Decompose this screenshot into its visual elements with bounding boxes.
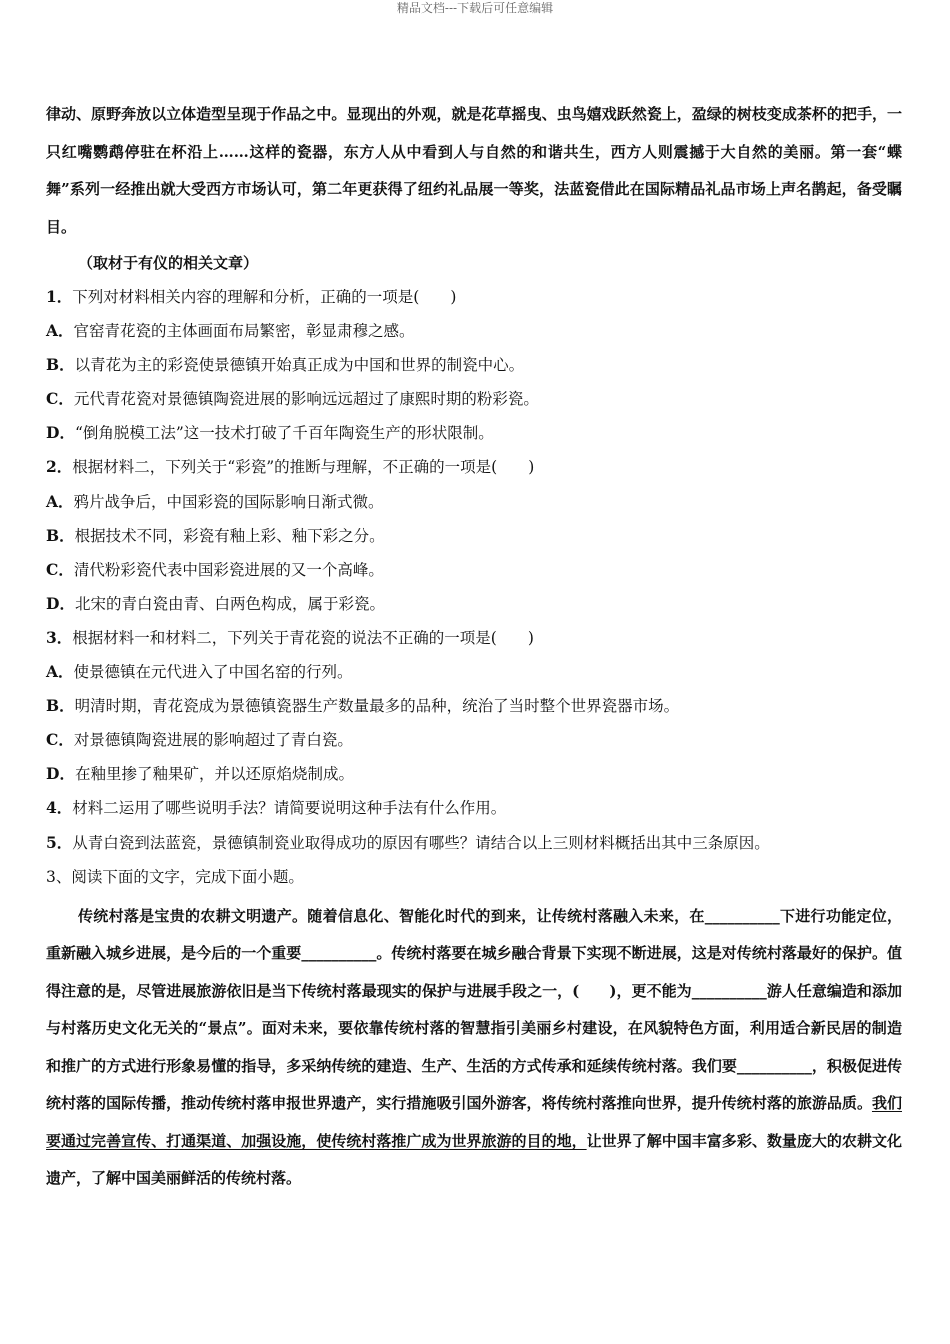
option-text: “倒角脱模工法”这一技术打破了千百年陶瓷生产的形状限制。 xyxy=(74,424,494,443)
option-text: 清代粉彩瓷代表中国彩瓷进展的又一个高峰。 xyxy=(73,560,384,579)
question-line xyxy=(46,791,902,825)
option-text: 官窑青花瓷的主体画面布局繁密，彰显肃穆之感。 xyxy=(73,322,415,341)
passage3-text: 游人任意编造和添加与村落历史文化无关的“景点”。面对未来，要依靠传统村落的智慧指引美丽乡村建设，在风貌特色方面，利用适合新民居的制造和推广的方式进行形象易懂的指导，多采纳传统的建造、生产、生活的方式传承和延续传统村落。我们要 xyxy=(46,981,902,1075)
passage3-text: 。传统村落要在城乡融合背景下实现不断进展，这是对传统村落最好的保护。值得注意的是，尽管进展旅游依旧是当下传统村落最现实的保护与进展手段之一，( )，更不能为 xyxy=(46,944,902,1000)
option-line xyxy=(46,485,902,519)
option-letter: A． xyxy=(46,491,74,511)
question-number: 5． xyxy=(46,832,73,852)
option-letter: D． xyxy=(46,593,75,613)
question-line xyxy=(46,826,902,860)
passage3-text: 让世界了解中国丰富多彩、数量庞大的农耕文化遗产，了解中国美丽鲜活的传统村落。 xyxy=(46,1131,902,1188)
passage3-text: 传统村落是宝贵的农耕文明遗产。随着信息化、智能化时代的到来，让传统村落融入未来，在 xyxy=(78,906,705,925)
option-line xyxy=(46,655,902,689)
passage3-text: 下进行功能定位，重新融入城乡进展，是今后的一个重要 xyxy=(46,906,902,963)
page-header: 精品文档---下载后可任意编辑 xyxy=(396,1,554,15)
passage3-paragraph xyxy=(46,898,902,1198)
option-text: 使景德镇在元代进入了中国名窑的行列。 xyxy=(73,663,353,682)
option-line xyxy=(46,382,902,416)
document-body xyxy=(46,96,902,1198)
option-line xyxy=(46,553,902,587)
question-text: 从青白瓷到法蓝瓷，景德镇制瓷业取得成功的原因有哪些？请结合以上三则材料概括出其中三条原因。 xyxy=(72,833,770,852)
option-line xyxy=(46,416,902,450)
option-text: 明清时期，青花瓷成为景德镇瓷器生产数量最多的品种，统治了当时整个世界瓷器市场。 xyxy=(74,697,680,716)
fill-blank-1: __________ xyxy=(704,906,780,925)
option-text: 根据技术不同，彩瓷有釉上彩、釉下彩之分。 xyxy=(74,526,385,545)
option-line xyxy=(46,587,902,621)
option-line xyxy=(46,757,902,791)
question-line xyxy=(46,621,902,655)
option-letter: C． xyxy=(46,730,74,750)
question-text: 根据材料一和材料二，下列关于青花瓷的说法不正确的一项是( ) xyxy=(72,628,534,647)
option-letter: A． xyxy=(46,662,74,682)
question-text: 材料二运用了哪些说明手法？请简要说明这种手法有什么作用。 xyxy=(72,799,507,818)
question-text: 根据材料二，下列关于“彩瓷”的推断与理解，不正确的一项是( ) xyxy=(72,458,535,477)
option-text: 对景德镇陶瓷进展的影响超过了青白瓷。 xyxy=(73,731,353,750)
option-text: 在釉里掺了釉果矿，并以还原焰烧制成。 xyxy=(74,765,354,784)
option-letter: D． xyxy=(46,764,75,784)
fill-blank-4: __________ xyxy=(736,1056,812,1075)
question-line xyxy=(46,280,902,314)
option-letter: B． xyxy=(46,525,75,545)
option-line xyxy=(46,723,902,757)
option-line xyxy=(46,348,902,382)
fill-blank-3: __________ xyxy=(691,981,767,1000)
option-text: 以青花为主的彩瓷使景德镇开始真正成为中国和世界的制瓷中心。 xyxy=(74,356,525,375)
question-number: 2． xyxy=(46,457,73,477)
option-text: 北宋的青白瓷由青、白两色构成，属于彩瓷。 xyxy=(74,594,385,613)
option-letter: B． xyxy=(46,355,75,375)
option-letter: C． xyxy=(46,389,74,409)
option-text: 元代青花瓷对景德镇陶瓷进展的影响远远超过了康熙时期的粉彩瓷。 xyxy=(73,390,539,409)
question-number: 3． xyxy=(46,627,73,647)
option-letter: A． xyxy=(46,321,74,341)
passage-source-note: （取材于有仪的相关文章） xyxy=(78,254,259,272)
option-line xyxy=(46,314,902,348)
question-number: 1． xyxy=(46,287,73,306)
question-text: 下列对材料相关内容的理解和分析，正确的一项是( ) xyxy=(72,288,457,306)
section-heading xyxy=(46,860,902,894)
section-text: 3、阅读下面的文字，完成下面小题。 xyxy=(46,867,304,886)
underlined-sentence: 我们要通过完善宣传、打通渠道、加强设施，使传统村落推广成为世界旅游的目的地， xyxy=(46,1094,902,1150)
passage-intro-paragraph: 律动、原野奔放以立体造型呈现于作品之中。显现出的外观，就是花草摇曳、虫鸟嬉戏跃然瓷上，盈绿的树枝变成茶杯的把手，一只红嘴鹦鹉停驻在杯沿上……这样的瓷器，东方人从中看到人与自然的和谐共生，西方人则震撼于大自然的美丽。第一套“蝶舞”系列一经推出就大受西方市场认可，第二年更获得了纽约礼品展一等奖，法蓝瓷借此在国际精品礼品市场上声名鹊起，备受瞩目。 xyxy=(46,105,902,236)
question-number: 4． xyxy=(46,798,73,818)
question-list xyxy=(46,280,902,894)
passage3-text: ，积极促进传统村落的国际传播，推动传统村落申报世界遗产，实行措施吸引国外游客，将传统村落推向世界，提升传统村落的旅游品质。 xyxy=(46,1056,902,1113)
fill-blank-2: __________ xyxy=(301,944,377,963)
option-line xyxy=(46,689,902,723)
option-line xyxy=(46,519,902,553)
option-letter: D． xyxy=(46,423,75,443)
question-line xyxy=(46,450,902,484)
option-text: 鸦片战争后，中国彩瓷的国际影响日渐式微。 xyxy=(73,492,384,511)
option-letter: C． xyxy=(46,559,74,579)
option-letter: B． xyxy=(46,696,75,716)
